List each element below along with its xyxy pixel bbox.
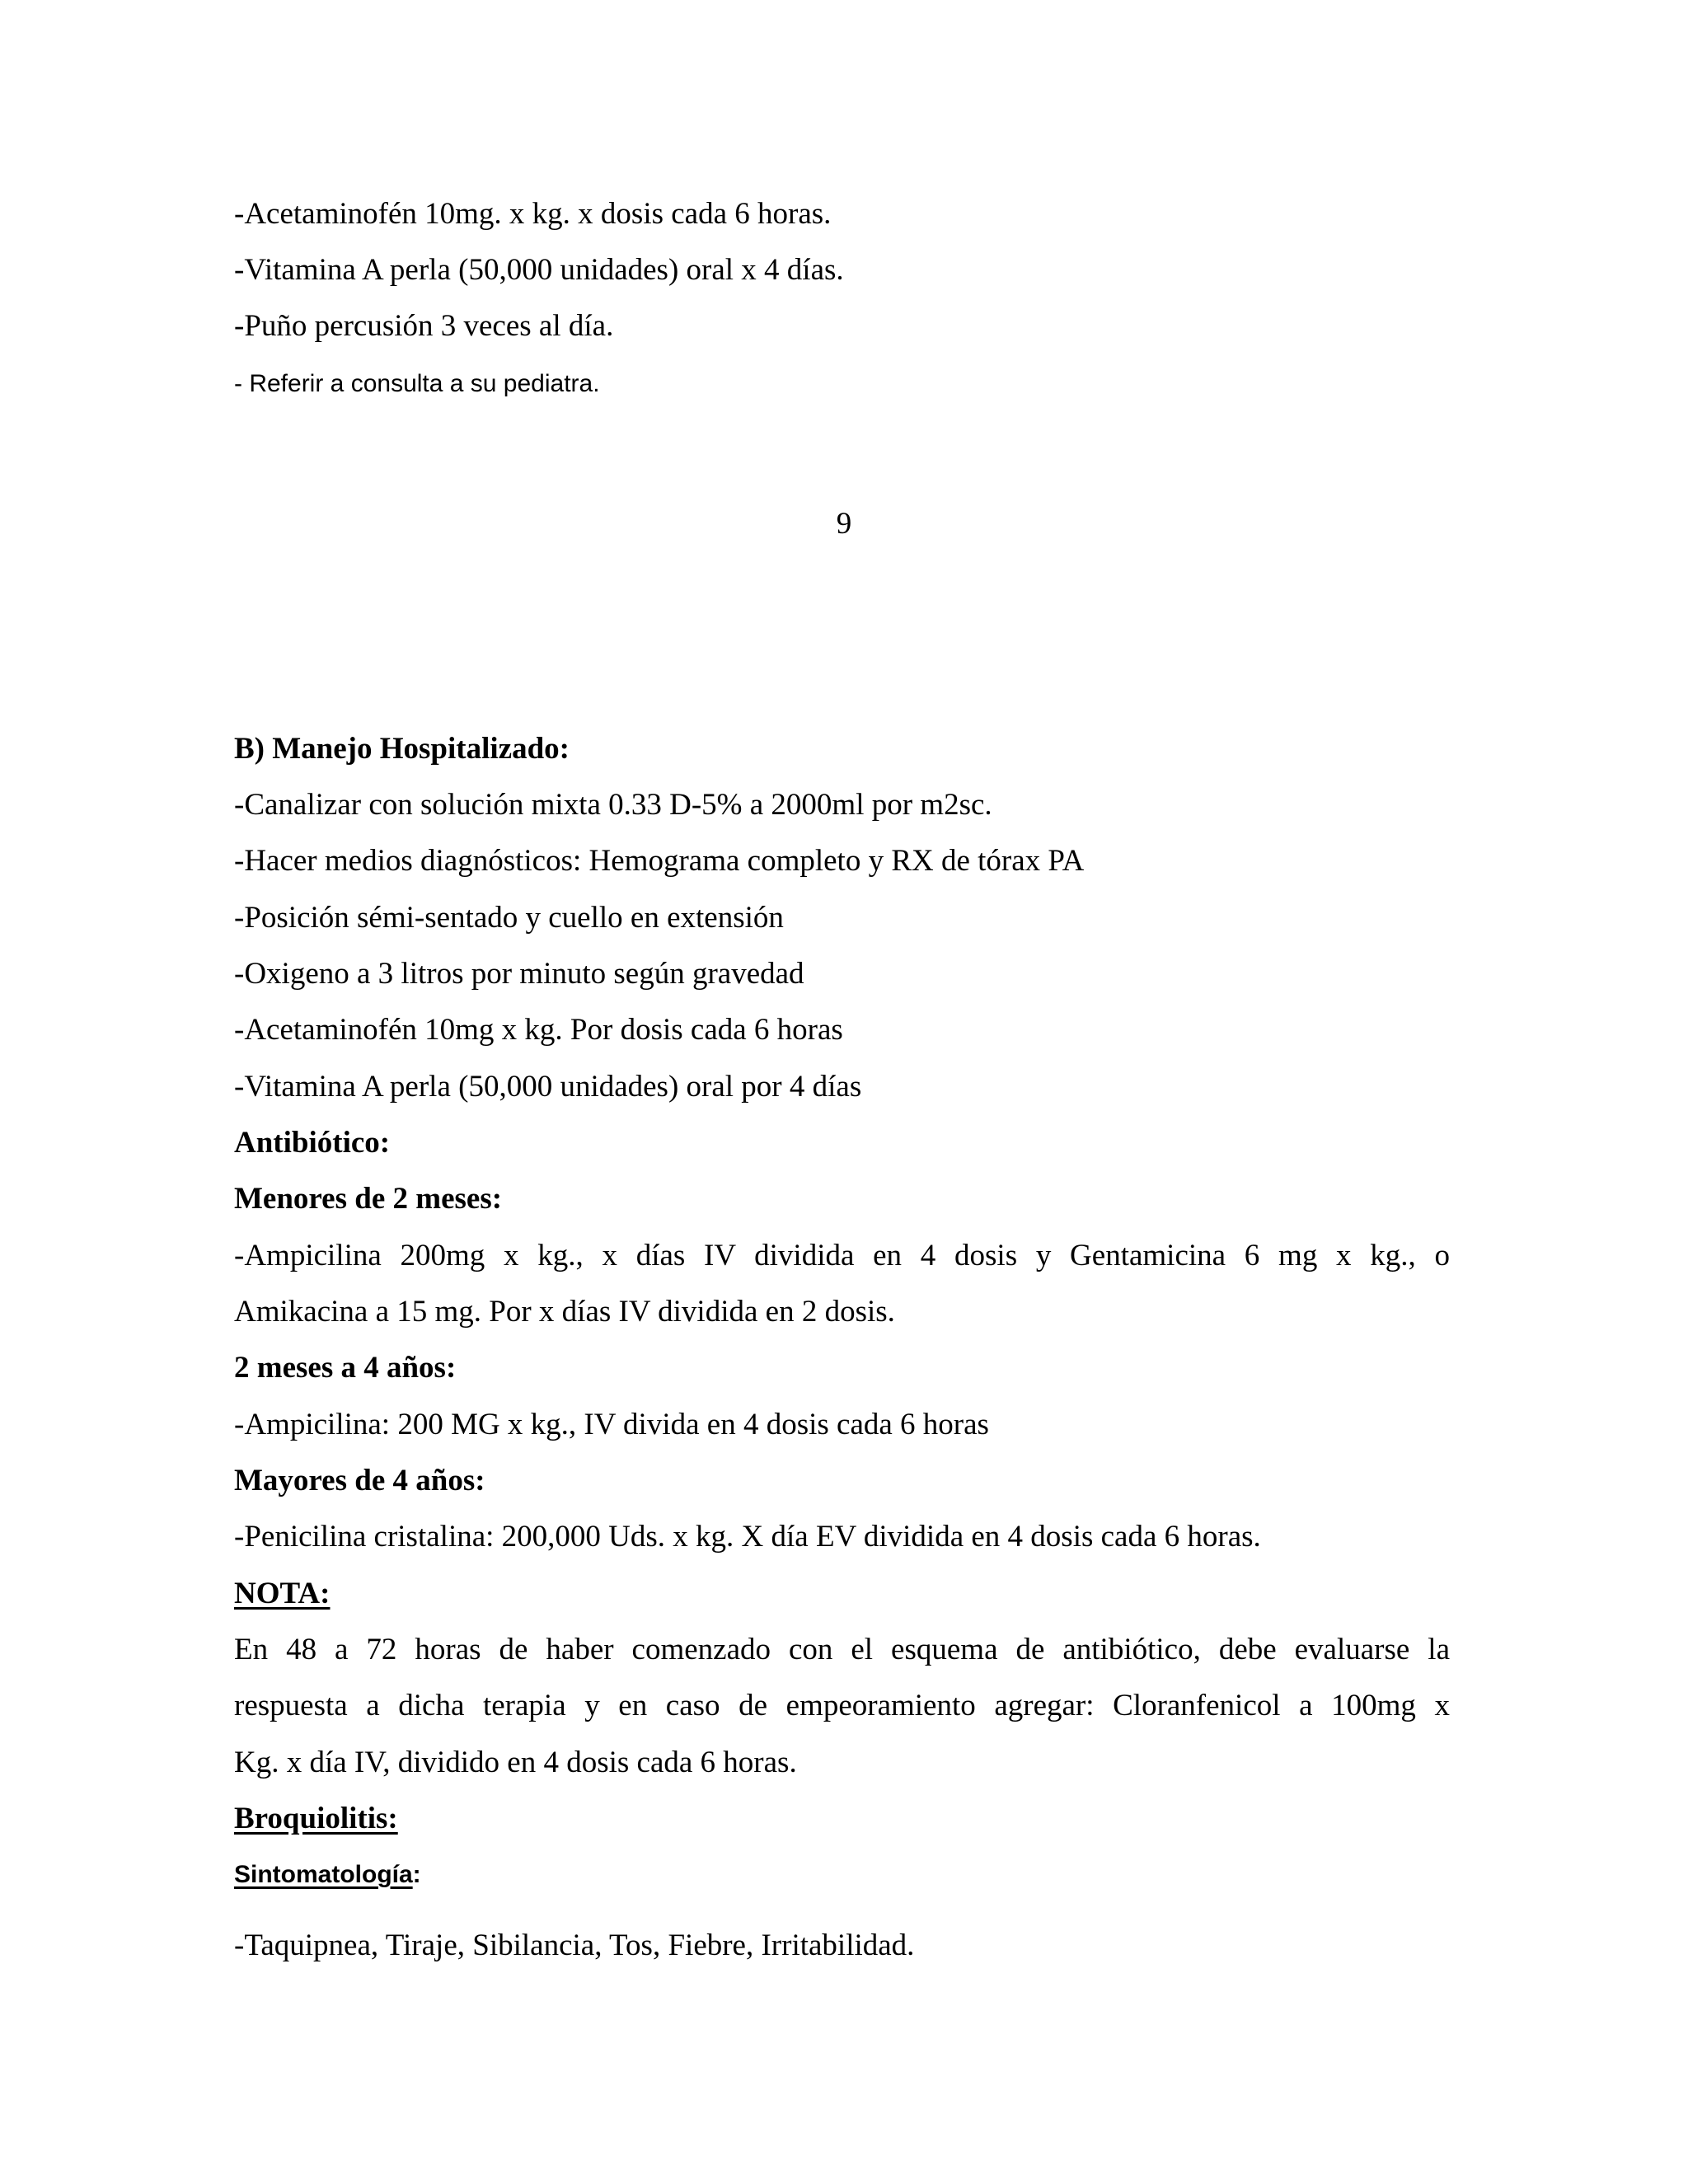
text-line: -Penicilina cristalina: 200,000 Uds. x kg. X día EV dividida en 4 dosis cada 6 horas. bbox=[234, 1520, 1261, 1554]
text-line: -Ampicilina: 200 MG x kg., IV divida en 4 dosis cada 6 horas bbox=[234, 1408, 989, 1441]
text-line: -Vitamina A perla (50,000 unidades) oral por 4 días bbox=[234, 1070, 862, 1104]
text-line: -Ampicilina 200mg x kg., x días IV dividida en 4 dosis y Gentamicina 6 mg x kg., o bbox=[234, 1239, 1450, 1272]
symptoms-heading-label: Sintomatología bbox=[234, 1861, 413, 1888]
text-line: Kg. x día IV, dividido en 4 dosis cada 6 horas. bbox=[234, 1746, 797, 1779]
note-heading: NOTA: bbox=[234, 1577, 331, 1610]
text-line: -Acetaminofén 10mg x kg. Por dosis cada 6 horas bbox=[234, 1013, 843, 1047]
text-line: -Taquipnea, Tiraje, Sibilancia, Tos, Fiebre, Irritabilidad. bbox=[234, 1929, 915, 1962]
text-line: -Canalizar con solución mixta 0.33 D-5% a 2000ml por m2sc. bbox=[234, 788, 992, 822]
text-line: Amikacina a 15 mg. Por x días IV dividida en 2 dosis. bbox=[234, 1295, 895, 1329]
text-line: respuesta a dicha terapia y en caso de empeoramiento agregar: Cloranfenicol a 100mg x bbox=[234, 1689, 1450, 1722]
text-line: -Puño percusión 3 veces al día. bbox=[234, 309, 614, 343]
page-number: 9 bbox=[836, 507, 852, 541]
text-line: En 48 a 72 horas de haber comenzado con el esquema de antibiótico, debe evaluarse la bbox=[234, 1633, 1450, 1666]
subsection-heading: Menores de 2 meses: bbox=[234, 1182, 503, 1216]
section-heading: B) Manejo Hospitalizado: bbox=[234, 732, 570, 766]
text-line: -Hacer medios diagnósticos: Hemograma completo y RX de tórax PA bbox=[234, 844, 1085, 878]
text-line: -Posición sémi-sentado y cuello en extensión bbox=[234, 901, 784, 935]
subsection-heading: 2 meses a 4 años: bbox=[234, 1351, 457, 1385]
section-heading: Antibiótico: bbox=[234, 1126, 391, 1160]
text-line: -Vitamina A perla (50,000 unidades) oral x 4 días. bbox=[234, 253, 844, 287]
subsection-heading: Mayores de 4 años: bbox=[234, 1464, 485, 1497]
text-line: -Oxigeno a 3 litros por minuto según gravedad bbox=[234, 957, 804, 991]
text-line: - Referir a consulta a su pediatra. bbox=[234, 370, 600, 397]
text-line: -Acetaminofén 10mg. x kg. x dosis cada 6 horas. bbox=[234, 197, 832, 231]
symptoms-heading bbox=[234, 1855, 421, 1895]
symptoms-heading-colon: : bbox=[412, 1861, 421, 1888]
section-heading: Broquiolitis: bbox=[234, 1802, 398, 1835]
